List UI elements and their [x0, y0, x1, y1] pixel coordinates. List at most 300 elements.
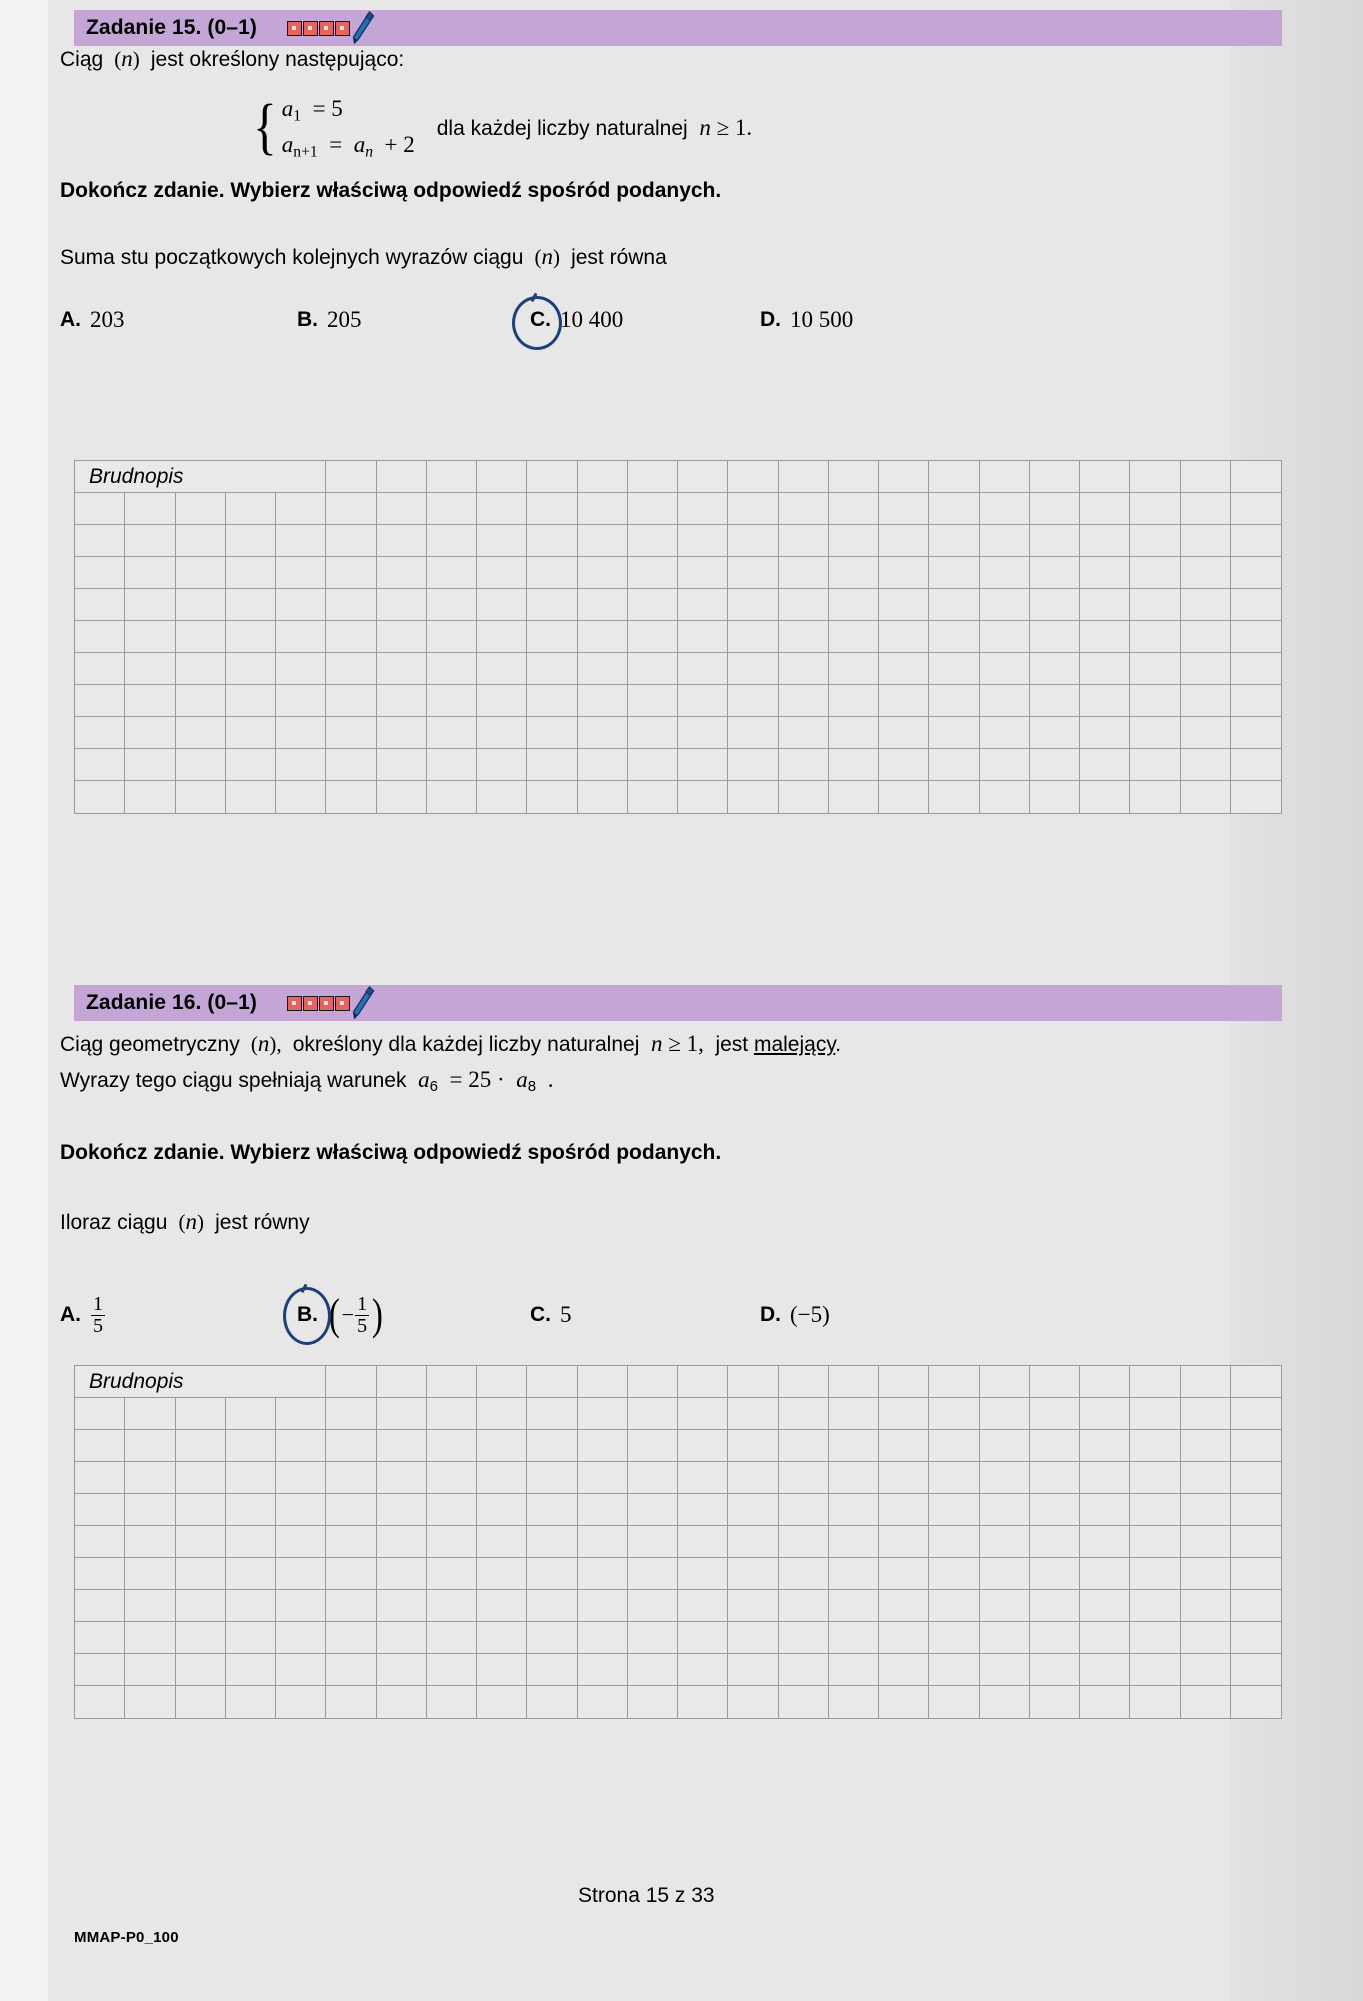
grid-cell: [578, 1654, 628, 1686]
grid-cell: [1130, 525, 1180, 557]
grid-cell: [728, 461, 778, 493]
answer-value: 10 400: [560, 307, 624, 332]
grid-cell: [377, 1654, 427, 1686]
grid-cell: [377, 749, 427, 781]
grid-cell: [1231, 493, 1281, 525]
grid-cell: [980, 1558, 1030, 1590]
grid-cell: [678, 1430, 728, 1462]
grid-cell: [427, 749, 477, 781]
grid-cell: [527, 589, 577, 621]
grid-cell: [829, 749, 879, 781]
grid-cell: [125, 589, 175, 621]
grid-cell: [326, 1366, 376, 1398]
grid-cell: [1030, 1622, 1080, 1654]
grid-cell: [1181, 685, 1231, 717]
grid-cell: [276, 1526, 326, 1558]
answer-value: 5: [560, 1302, 572, 1327]
answer-letter: C.: [530, 308, 551, 331]
grid-cell: [1181, 1462, 1231, 1494]
grid-cell: [578, 589, 628, 621]
grid-cell: [1231, 1686, 1281, 1718]
grid-cell: [75, 1494, 125, 1526]
grid-cell: [829, 525, 879, 557]
grid-cell: [276, 1686, 326, 1718]
grid-cell: [678, 749, 728, 781]
grid-cell: [879, 1398, 929, 1430]
grid-cell: [728, 557, 778, 589]
grid-cell: [779, 1398, 829, 1430]
grid-cell: [779, 1622, 829, 1654]
grid-cell: [477, 1398, 527, 1430]
grid-cell: [1231, 621, 1281, 653]
grid-cell: [1231, 1622, 1281, 1654]
grid-cell: [75, 1430, 125, 1462]
grid-cell: [1231, 461, 1281, 493]
grid-cell: [829, 493, 879, 525]
grid-cell: [1130, 1654, 1180, 1686]
grid-cell: [1181, 653, 1231, 685]
grid-cell: [578, 621, 628, 653]
grid-cell: [326, 1590, 376, 1622]
task-15-equation-system: [250, 92, 752, 164]
grid-cell: [1231, 1462, 1281, 1494]
grid-cell: [728, 1494, 778, 1526]
grid-cell: [427, 1654, 477, 1686]
grid-cell: [1181, 1366, 1231, 1398]
grid-cell: [628, 1558, 678, 1590]
grid-cell: [226, 589, 276, 621]
grid-cell: [980, 1494, 1030, 1526]
grid-cell: [477, 685, 527, 717]
grid-cell: [578, 1494, 628, 1526]
grid-cell: [427, 525, 477, 557]
grid-cell: [276, 1558, 326, 1590]
grid-cell: [929, 621, 979, 653]
grid-cell: [1181, 589, 1231, 621]
grid-cell: [326, 461, 376, 493]
task-15-equation-condition: dla każdej liczby naturalnej n ≥ 1.: [436, 115, 753, 141]
grid-cell: [1130, 1558, 1180, 1590]
grid-cell: [980, 621, 1030, 653]
grid-cell: [125, 1686, 175, 1718]
grid-cell: [1181, 1686, 1231, 1718]
grid-cell: [1181, 1398, 1231, 1430]
grid-cell: [728, 1398, 778, 1430]
grid-cell: [980, 1398, 1030, 1430]
grid-cell: [829, 1430, 879, 1462]
grid-cell: [1080, 589, 1130, 621]
grid-cell: [276, 653, 326, 685]
grid-cell: [176, 781, 226, 813]
grid-cell: [125, 1558, 175, 1590]
grid-cell: [1181, 1430, 1231, 1462]
grid-cell: [929, 1590, 979, 1622]
task-15-seq-var: n: [121, 46, 133, 71]
grid-cell: [678, 1654, 728, 1686]
grid-cell: [980, 1366, 1030, 1398]
grid-cell: [1080, 1622, 1130, 1654]
grid-cell: [377, 1494, 427, 1526]
task-16-answer-d[interactable]: [760, 1285, 830, 1345]
grid-cell: [125, 1462, 175, 1494]
grid-cell: [176, 749, 226, 781]
grid-cell: [980, 557, 1030, 589]
grid-cell: [276, 493, 326, 525]
grid-cell: [1231, 1494, 1281, 1526]
grid-cell: [578, 717, 628, 749]
grid-cell: [779, 621, 829, 653]
task-15-question-prefix: Suma stu początkowych kolejnych wyrazów ciągu: [60, 246, 524, 269]
grid-cell: [879, 525, 929, 557]
grid-cell: [1231, 749, 1281, 781]
grid-cell: [678, 1366, 728, 1398]
grid-cell: [377, 1526, 427, 1558]
grid-cell: [929, 1430, 979, 1462]
answer-value: 203: [90, 307, 125, 332]
grid-cell: [427, 621, 477, 653]
task-15-answer-b[interactable]: [297, 290, 362, 350]
grid-cell: [578, 525, 628, 557]
grid-cell: [1030, 781, 1080, 813]
task-15-answer-a[interactable]: [60, 290, 125, 350]
grid-cell: [477, 1558, 527, 1590]
grid-cell: [578, 1590, 628, 1622]
grid-cell: [1030, 1558, 1080, 1590]
grid-cell: [427, 461, 477, 493]
grid-cell: [226, 653, 276, 685]
grid-cell: [929, 749, 979, 781]
grid-cell: [326, 717, 376, 749]
grid-cell: [1080, 685, 1130, 717]
grid-cell: [75, 1654, 125, 1686]
grid-cell: [829, 1366, 879, 1398]
grid-cell: [980, 717, 1030, 749]
grid-cell: [326, 1494, 376, 1526]
grid-cell: [1130, 653, 1180, 685]
grid-cell: [1030, 461, 1080, 493]
grid-cell: [276, 1462, 326, 1494]
grid-cell: [879, 1526, 929, 1558]
grid-cell: [1231, 1430, 1281, 1462]
grid-cell: [879, 1366, 929, 1398]
grid-cell: [1181, 621, 1231, 653]
grid-cell: [125, 1622, 175, 1654]
grid-cell: [527, 653, 577, 685]
task-16-seq-var: n: [257, 1031, 270, 1056]
scratch-label: Brudnopis: [75, 1366, 326, 1398]
grid-cell: [929, 461, 979, 493]
grid-cell: [779, 1686, 829, 1718]
grid-cell: [879, 1654, 929, 1686]
grid-cell: [276, 589, 326, 621]
grid-cell: [427, 589, 477, 621]
grid-cell: [377, 1398, 427, 1430]
task-16-title: Zadanie 16. (0–1): [86, 991, 257, 1014]
grid-cell: [176, 685, 226, 717]
grid-cell: [628, 781, 678, 813]
grid-cell: [1030, 1654, 1080, 1686]
grid-cell: [879, 653, 929, 685]
grid-cell: [427, 493, 477, 525]
left-brace-icon: {: [252, 93, 277, 162]
grid-cell: [628, 621, 678, 653]
grid-cell: [678, 1622, 728, 1654]
grid-cell: [377, 1430, 427, 1462]
grid-cell: [728, 1686, 778, 1718]
grid-cell: [427, 1462, 477, 1494]
grid-cell: [377, 1366, 427, 1398]
grid-cell: [779, 589, 829, 621]
grid-cell: [1030, 1590, 1080, 1622]
grid-cell: [75, 1622, 125, 1654]
grid-cell: [75, 717, 125, 749]
grid-cell: [125, 749, 175, 781]
grid-cell: [1130, 1686, 1180, 1718]
grid-cell: [779, 525, 829, 557]
grid-cell: [1030, 493, 1080, 525]
grid-cell: [125, 1398, 175, 1430]
grid-cell: [1080, 557, 1130, 589]
grid-cell: [829, 1398, 879, 1430]
grid-cell: [1181, 1526, 1231, 1558]
grid-cell: [377, 493, 427, 525]
grid-cell: [527, 621, 577, 653]
grid-cell: [779, 781, 829, 813]
task-15-intro: Ciąg (n) jest określony następująco:: [60, 46, 405, 71]
answer-letter: C.: [530, 1303, 551, 1326]
grid-cell: [1030, 557, 1080, 589]
grid-cell: [829, 717, 879, 749]
grid-cell: [1231, 557, 1281, 589]
grid-cell: [1181, 1590, 1231, 1622]
grid-cell: [1030, 525, 1080, 557]
grid-cell: [1231, 589, 1281, 621]
grid-cell: [879, 1622, 929, 1654]
grid-cell: [226, 749, 276, 781]
grid-cell: [125, 1526, 175, 1558]
answer-value: 205: [327, 307, 362, 332]
grid-cell: [1181, 1558, 1231, 1590]
grid-cell: [779, 749, 829, 781]
grid-cell: [1231, 1590, 1281, 1622]
task-15-intro-prefix: Ciąg: [60, 48, 104, 71]
grid-cell: [1130, 1430, 1180, 1462]
grid-cell: [477, 1366, 527, 1398]
grid-cell: [226, 621, 276, 653]
grid-cell: [929, 557, 979, 589]
grid-cell: [176, 653, 226, 685]
grid-cell: [75, 653, 125, 685]
grid-cell: [728, 1622, 778, 1654]
four-red-boxes-icon: [287, 996, 350, 1011]
grid-cell: [779, 1366, 829, 1398]
grid-cell: [527, 1526, 577, 1558]
right-paren: ): [371, 1289, 383, 1339]
grid-cell: [125, 685, 175, 717]
grid-cell: [125, 557, 175, 589]
grid-cell: [477, 1590, 527, 1622]
grid-cell: [176, 1494, 226, 1526]
grid-cell: [879, 685, 929, 717]
grid-cell: [276, 621, 326, 653]
task-15-answer-d[interactable]: [760, 290, 853, 350]
task-16-answer-b[interactable]: B. ( − $\frac{1}{5}$ ): [297, 1285, 385, 1345]
grid-cell: [829, 589, 879, 621]
grid-cell: [779, 1494, 829, 1526]
grid-cell: [678, 557, 728, 589]
grid-cell: [980, 1686, 1030, 1718]
grid-cell: [326, 621, 376, 653]
grid-cell: [427, 557, 477, 589]
grid-cell: [75, 1686, 125, 1718]
grid-cell: [929, 1558, 979, 1590]
grid-cell: [1130, 621, 1180, 653]
grid-cell: [176, 1462, 226, 1494]
grid-cell: [1130, 1366, 1180, 1398]
task-15-scratch-grid[interactable]: [74, 460, 1282, 814]
grid-cell: [728, 1430, 778, 1462]
grid-cell: [1181, 1494, 1231, 1526]
grid-cell: [276, 1494, 326, 1526]
grid-cell: [75, 781, 125, 813]
grid-cell: [1080, 1366, 1130, 1398]
task-15-question: Suma stu początkowych kolejnych wyrazów ciągu (n) jest równa: [60, 244, 667, 269]
grid-cell: [427, 1366, 477, 1398]
grid-cell: [829, 1462, 879, 1494]
grid-cell: [1181, 749, 1231, 781]
grid-cell: [980, 525, 1030, 557]
grid-cell: [176, 1558, 226, 1590]
grid-cell: [125, 1494, 175, 1526]
grid-cell: [326, 589, 376, 621]
grid-cell: [1130, 493, 1180, 525]
grid-cell: [276, 1430, 326, 1462]
grid-cell: [377, 781, 427, 813]
grid-cell: [1080, 461, 1130, 493]
grid-cell: [1080, 749, 1130, 781]
grid-cell: [929, 1686, 979, 1718]
task-16-answer-c[interactable]: [530, 1285, 572, 1345]
grid-cell: [980, 685, 1030, 717]
grid-cell: [829, 621, 879, 653]
grid-cell: [176, 1622, 226, 1654]
grid-cell: [477, 1686, 527, 1718]
grid-cell: [527, 717, 577, 749]
task-15-title: Zadanie 15. (0–1): [86, 16, 257, 39]
grid-cell: [477, 1494, 527, 1526]
grid-cell: [477, 589, 527, 621]
left-paren: (: [328, 1289, 340, 1339]
grid-cell: [929, 589, 979, 621]
grid-cell: [377, 1686, 427, 1718]
grid-cell: [1130, 717, 1180, 749]
grid-cell: [879, 1462, 929, 1494]
grid-cell: [1080, 653, 1130, 685]
grid-cell: [477, 781, 527, 813]
blue-pen-icon: [349, 11, 375, 45]
grid-cell: [477, 749, 527, 781]
grid-cell: [980, 1462, 1030, 1494]
grid-cell: [980, 749, 1030, 781]
grid-cell: [1181, 717, 1231, 749]
answer-letter: D.: [760, 1303, 781, 1326]
grid-cell: [527, 525, 577, 557]
grid-cell: [1231, 1398, 1281, 1430]
grid-cell: [678, 1462, 728, 1494]
grid-cell: [1030, 1366, 1080, 1398]
grid-cell: [377, 557, 427, 589]
grid-cell: [427, 781, 477, 813]
grid-cell: [75, 685, 125, 717]
task-15-equation-line-1: a1 = 5: [281, 96, 343, 125]
task-16-answer-a[interactable]: [60, 1285, 106, 1345]
grid-cell: [879, 493, 929, 525]
grid-cell: [226, 1558, 276, 1590]
grid-cell: [879, 557, 929, 589]
grid-cell: [929, 717, 979, 749]
grid-cell: [326, 1654, 376, 1686]
task-15-answer-c[interactable]: [530, 290, 623, 350]
grid-cell: [1181, 557, 1231, 589]
grid-cell: [1130, 749, 1180, 781]
grid-cell: [226, 525, 276, 557]
grid-cell: [1080, 1686, 1130, 1718]
grid-cell: [75, 749, 125, 781]
grid-cell: [427, 653, 477, 685]
task-16-question-seq-var: n: [185, 1209, 197, 1234]
grid-cell: [176, 1526, 226, 1558]
answer-letter: A.: [60, 308, 81, 331]
grid-cell: [276, 557, 326, 589]
grid-cell: [527, 557, 577, 589]
grid-cell: [628, 1430, 678, 1462]
grid-cell: [879, 717, 929, 749]
answer-letter: A.: [60, 1303, 81, 1326]
grid-cell: [779, 717, 829, 749]
grid-cell: [527, 1494, 577, 1526]
grid-cell: [1030, 1686, 1080, 1718]
task-15-marking-icons: [287, 10, 375, 46]
grid-cell: [1030, 1430, 1080, 1462]
grid-cell: [125, 621, 175, 653]
grid-cell: [125, 1430, 175, 1462]
grid-cell: [829, 653, 879, 685]
task-15-question-suffix: jest równa: [571, 246, 667, 269]
grid-cell: [779, 1430, 829, 1462]
grid-cell: [326, 1430, 376, 1462]
task-16-marking-icons: [287, 985, 375, 1021]
grid-cell: [628, 557, 678, 589]
grid-cell: [226, 1494, 276, 1526]
answer-fraction: $\frac{1}{5}$: [93, 1292, 103, 1337]
grid-cell: [1030, 1526, 1080, 1558]
grid-cell: [326, 1526, 376, 1558]
grid-cell: [628, 685, 678, 717]
grid-cell: [176, 525, 226, 557]
grid-cell: [929, 525, 979, 557]
grid-cell: [326, 1462, 376, 1494]
grid-cell: [628, 1494, 678, 1526]
grid-cell: [829, 1494, 879, 1526]
grid-cell: [678, 493, 728, 525]
grid-cell: [980, 1430, 1030, 1462]
task-16-scratch-grid[interactable]: [74, 1365, 1282, 1719]
grid-cell: [980, 461, 1030, 493]
grid-cell: [226, 493, 276, 525]
grid-cell: [1080, 525, 1130, 557]
grid-cell: [427, 1558, 477, 1590]
grid-cell: [1080, 1430, 1130, 1462]
